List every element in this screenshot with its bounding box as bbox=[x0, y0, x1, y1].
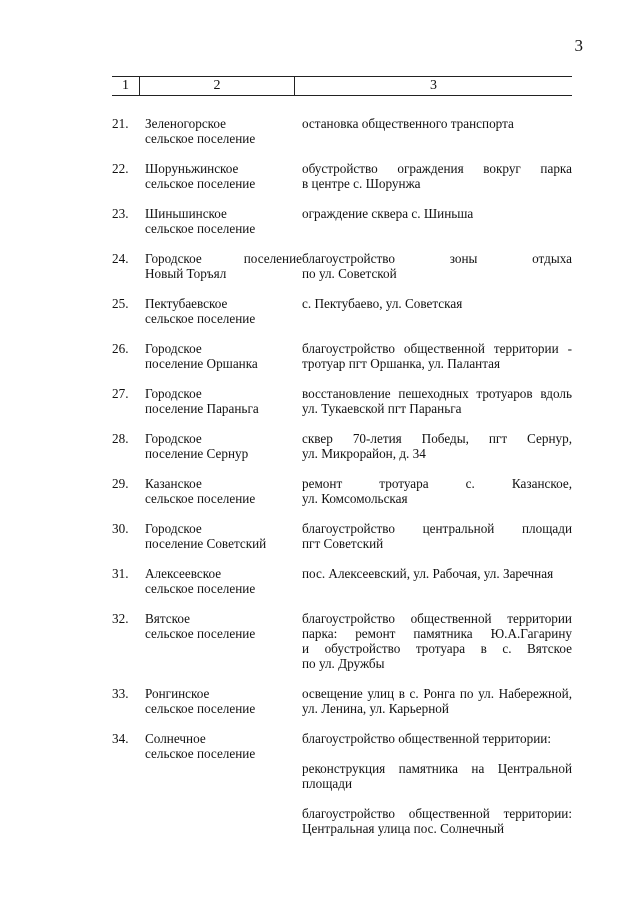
description-paragraph bbox=[302, 521, 572, 551]
description-line: ул. Ленина, ул. Карьерной bbox=[302, 701, 449, 716]
description-paragraph bbox=[302, 161, 572, 191]
project-description bbox=[302, 611, 572, 671]
table-header bbox=[112, 76, 572, 96]
settlement-name bbox=[145, 431, 302, 461]
description-line: пгт Советский bbox=[302, 536, 384, 551]
settlement-name-line: Новый Торъял bbox=[145, 266, 227, 281]
settlement-name bbox=[145, 686, 302, 716]
header-col-1: 1 bbox=[122, 78, 129, 93]
row-number: 25. bbox=[112, 296, 129, 311]
description-line: по ул. Дружбы bbox=[302, 656, 385, 671]
settlement-name bbox=[145, 341, 302, 371]
description-line: благоустройство общественной территории - bbox=[302, 341, 572, 356]
description-paragraph bbox=[302, 761, 572, 791]
settlement-name-line: сельское поселение bbox=[145, 176, 256, 191]
description-line: благоустройство общественной территории: bbox=[302, 806, 572, 821]
settlement-name-line: сельское поселение bbox=[145, 311, 256, 326]
table-row bbox=[112, 431, 572, 461]
row-number: 34. bbox=[112, 731, 129, 746]
settlement-name bbox=[145, 206, 302, 236]
row-number: 24. bbox=[112, 251, 129, 266]
settlement-name-line: поселение Советский bbox=[145, 536, 267, 551]
settlement-name-line: Ронгинское bbox=[145, 686, 210, 701]
table-row bbox=[112, 521, 572, 551]
description-paragraph bbox=[302, 476, 572, 506]
settlement-name-line: Вятское bbox=[145, 611, 190, 626]
row-number: 23. bbox=[112, 206, 129, 221]
settlement-name-line: Городское bbox=[145, 431, 202, 446]
row-number: 33. bbox=[112, 686, 129, 701]
description-paragraph bbox=[302, 431, 572, 461]
description-line: благоустройство зоны отдыха bbox=[302, 251, 572, 266]
project-description bbox=[302, 341, 572, 371]
description-paragraph bbox=[302, 611, 572, 671]
table-row bbox=[112, 251, 572, 281]
row-number: 28. bbox=[112, 431, 129, 446]
table-row bbox=[112, 206, 572, 236]
settlement-name bbox=[145, 476, 302, 506]
row-number: 21. bbox=[112, 116, 129, 131]
description-line: и обустройство тротуара в с. Вятское bbox=[302, 641, 572, 656]
description-line: благоустройство центральной площади bbox=[302, 521, 572, 536]
table-row bbox=[112, 686, 572, 716]
settlement-name-line: Городское поселение bbox=[145, 251, 302, 266]
description-line: восстановление пешеходных тротуаров вдоль bbox=[302, 386, 572, 401]
table-row bbox=[112, 341, 572, 371]
settlement-name-line: сельское поселение bbox=[145, 221, 256, 236]
description-line: благоустройство общественной территории: bbox=[302, 731, 551, 746]
project-description bbox=[302, 251, 572, 281]
description-line: с. Пектубаево, ул. Советская bbox=[302, 296, 463, 311]
settlement-name-line: Городское bbox=[145, 341, 202, 356]
settlement-name-line: сельское поселение bbox=[145, 131, 256, 146]
description-paragraph bbox=[302, 251, 572, 281]
description-line: ул. Микрорайон, д. 34 bbox=[302, 446, 426, 461]
table-body bbox=[112, 116, 572, 851]
description-line: благоустройство общественной территории bbox=[302, 611, 572, 626]
description-paragraph bbox=[302, 806, 572, 836]
row-number: 32. bbox=[112, 611, 129, 626]
description-paragraph bbox=[302, 206, 572, 221]
row-number: 26. bbox=[112, 341, 129, 356]
description-line: площади bbox=[302, 776, 353, 791]
settlement-name bbox=[145, 731, 302, 836]
header-col-2: 2 bbox=[139, 77, 294, 95]
description-line: ограждение сквера с. Шиньша bbox=[302, 206, 474, 221]
project-description bbox=[302, 206, 572, 236]
header-col-3: 3 bbox=[294, 77, 572, 95]
settlement-name-line: сельское поселение bbox=[145, 746, 256, 761]
description-line: ул. Тукаевской пгт Параньга bbox=[302, 401, 462, 416]
description-line: остановка общественного транспорта bbox=[302, 116, 514, 131]
description-line: ул. Комсомольская bbox=[302, 491, 408, 506]
row-number: 22. bbox=[112, 161, 129, 176]
settlement-name-line: Пектубаевское bbox=[145, 296, 228, 311]
project-description bbox=[302, 476, 572, 506]
settlement-name-line: сельское поселение bbox=[145, 626, 256, 641]
table-row bbox=[112, 566, 572, 596]
table-row bbox=[112, 386, 572, 416]
settlement-name-line: сельское поселение bbox=[145, 701, 256, 716]
settlement-name-line: поселение Оршанка bbox=[145, 356, 258, 371]
settlement-name bbox=[145, 611, 302, 671]
settlement-name-line: Солнечное bbox=[145, 731, 206, 746]
project-description bbox=[302, 731, 572, 836]
settlement-name-line: Зеленогорское bbox=[145, 116, 227, 131]
row-number: 29. bbox=[112, 476, 129, 491]
project-description bbox=[302, 296, 572, 326]
description-line: Центральная улица пос. Солнечный bbox=[302, 821, 505, 836]
row-number: 31. bbox=[112, 566, 129, 581]
description-line: обустройство ограждения вокруг парка bbox=[302, 161, 572, 176]
settlement-name bbox=[145, 161, 302, 191]
settlement-name bbox=[145, 296, 302, 326]
settlement-name-line: Городское bbox=[145, 386, 202, 401]
project-description bbox=[302, 116, 572, 146]
description-line: по ул. Советской bbox=[302, 266, 397, 281]
table-row bbox=[112, 476, 572, 506]
table-row bbox=[112, 116, 572, 146]
settlement-name-line: поселение Сернур bbox=[145, 446, 249, 461]
settlement-name bbox=[145, 386, 302, 416]
settlement-name bbox=[145, 521, 302, 551]
settlement-name-line: сельское поселение bbox=[145, 581, 256, 596]
description-line: пос. Алексеевский, ул. Рабочая, ул. Заречная bbox=[302, 566, 554, 581]
description-line: реконструкция памятника на Центральной bbox=[302, 761, 572, 776]
settlement-name bbox=[145, 116, 302, 146]
project-description bbox=[302, 521, 572, 551]
settlement-name-line: Казанское bbox=[145, 476, 202, 491]
description-line: парка: ремонт памятника Ю.А.Гагарину bbox=[302, 626, 572, 641]
settlement-name-line: Шиньшинское bbox=[145, 206, 227, 221]
project-description bbox=[302, 161, 572, 191]
row-number: 27. bbox=[112, 386, 129, 401]
description-line: тротуар пгт Оршанка, ул. Палантая bbox=[302, 356, 501, 371]
settlement-name bbox=[145, 566, 302, 596]
project-description bbox=[302, 386, 572, 416]
description-paragraph bbox=[302, 731, 572, 746]
table-row bbox=[112, 296, 572, 326]
description-paragraph bbox=[302, 566, 572, 581]
table-row bbox=[112, 161, 572, 191]
settlement-name-line: Алексеевское bbox=[145, 566, 222, 581]
description-paragraph bbox=[302, 116, 572, 131]
project-description bbox=[302, 566, 572, 596]
page-number: 3 bbox=[574, 36, 583, 55]
description-line: сквер 70-летия Победы, пгт Сернур, bbox=[302, 431, 572, 446]
project-description bbox=[302, 686, 572, 716]
row-number: 30. bbox=[112, 521, 129, 536]
description-paragraph bbox=[302, 341, 572, 371]
settlement-name-line: Городское bbox=[145, 521, 202, 536]
description-line: в центре с. Шорунжа bbox=[302, 176, 421, 191]
description-line: освещение улиц в с. Ронга по ул. Набережной, bbox=[302, 686, 572, 701]
project-description bbox=[302, 431, 572, 461]
description-paragraph bbox=[302, 296, 572, 311]
description-line: ремонт тротуара с. Казанское, bbox=[302, 476, 572, 491]
settlement-name bbox=[145, 251, 302, 281]
table-row bbox=[112, 731, 572, 836]
table-row bbox=[112, 611, 572, 671]
settlement-name-line: Шоруньжинское bbox=[145, 161, 239, 176]
settlement-name-line: поселение Параньга bbox=[145, 401, 259, 416]
description-paragraph bbox=[302, 386, 572, 416]
settlement-name-line: сельское поселение bbox=[145, 491, 256, 506]
description-paragraph bbox=[302, 686, 572, 716]
